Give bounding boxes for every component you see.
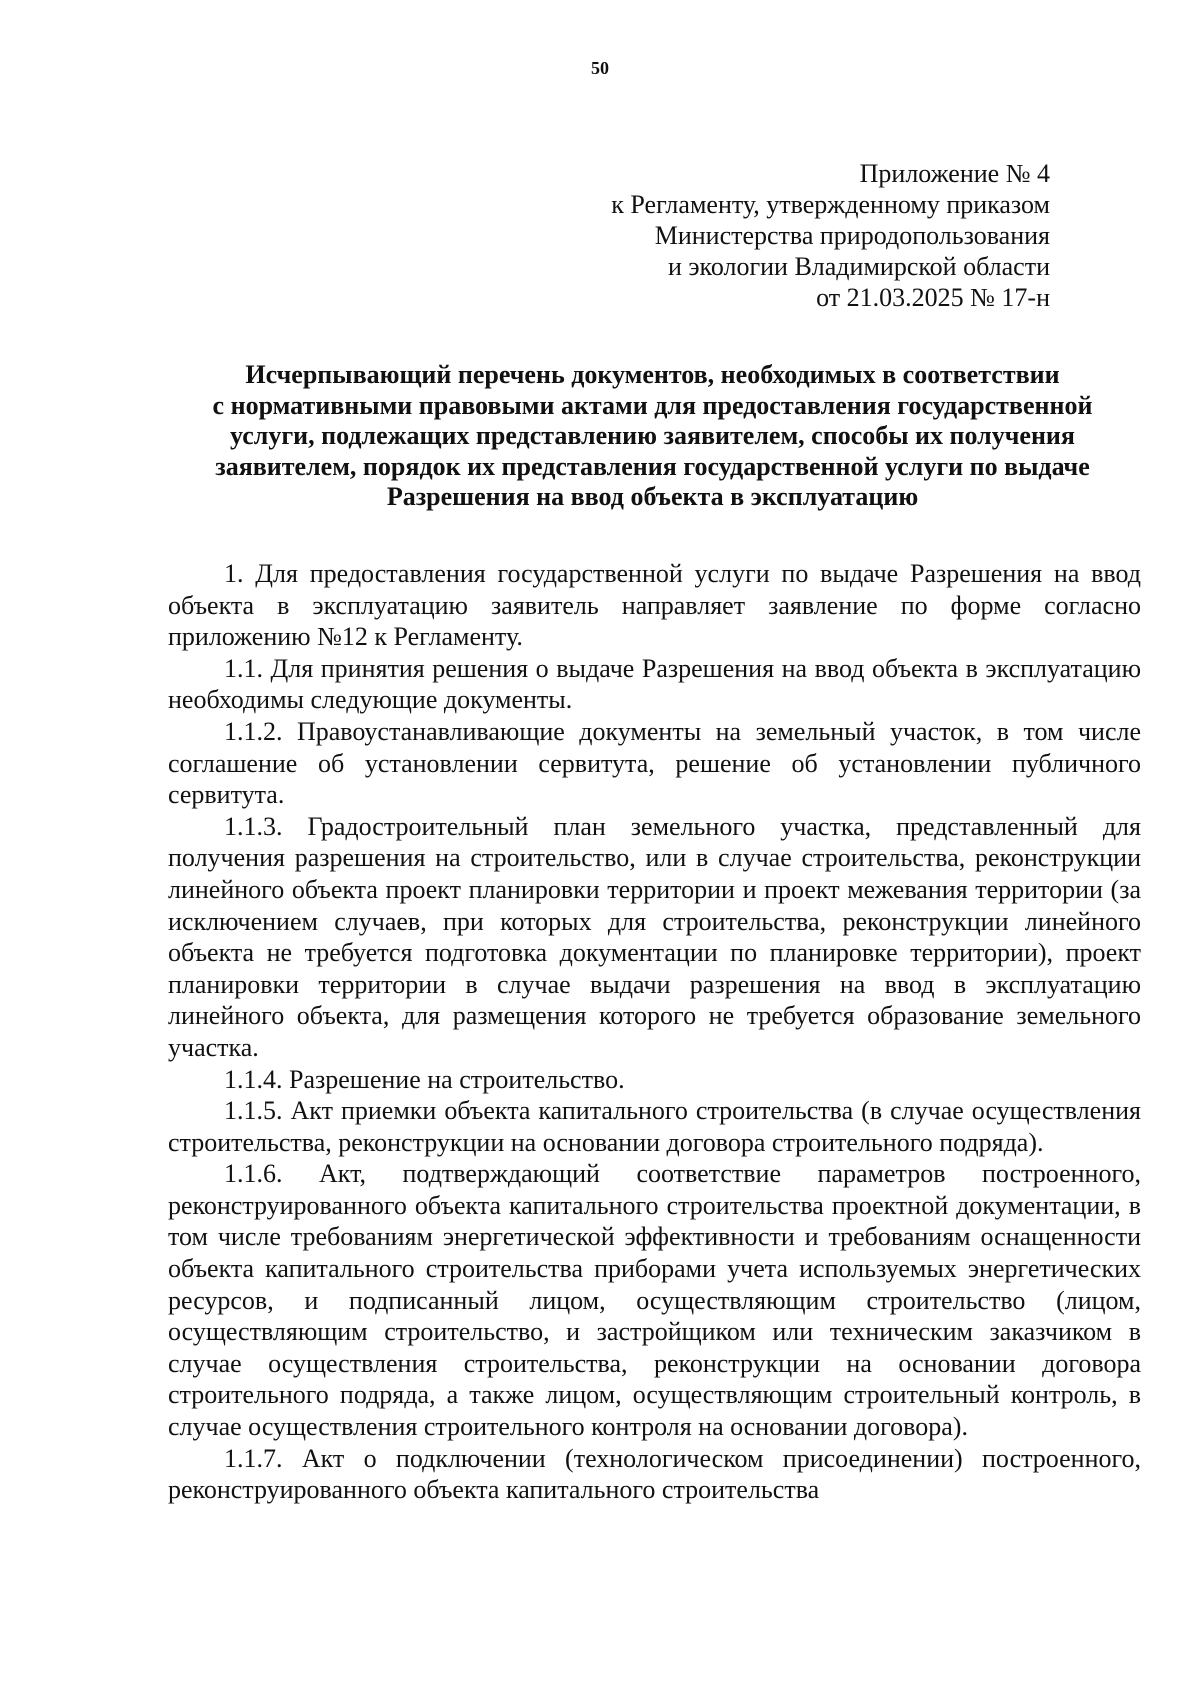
- paragraph-1-1-4: 1.1.4. Разрешение на строительство.: [224, 1064, 625, 1094]
- paragraph-1-1: 1.1. Для принятия решения о выдаче Разрешения на ввод объекта в эксплуатацию необходимы следующие документы.: [168, 653, 1141, 715]
- title-line: заявителем, порядок их представления государственной услуги по выдаче: [215, 451, 1090, 481]
- appendix-line: к Регламенту, утвержденному приказом: [611, 190, 1050, 219]
- paragraph-1-1-3: 1.1.3. Градостроительный план земельного участка, представленный для получения разрешения на строительство, или в случае строительства, реконструкции линейного объекта проект планировки территории и проект межевания территории (за исключением случаев, при которых для строительства, реконструкции линейного объекта не требуется подготовка документации по планировке территории), проект планировки территории в случае выдачи разрешения на ввод в эксплуатацию линейного объекта, для размещения которого не требуется образование земельного участка.: [168, 811, 1141, 1062]
- paragraph-1-1-2: 1.1.2. Правоустанавливающие документы на земельный участок, в том числе соглашение об установлении сервитута, решение об установлении публичного сервитута.: [168, 716, 1141, 810]
- title-line: Исчерпывающий перечень документов, необходимых в соответствии: [245, 360, 1060, 389]
- appendix-line: Министерства природопользования: [654, 221, 1050, 250]
- document-body: [168, 558, 1141, 1506]
- appendix-header: [611, 158, 1050, 313]
- title-line: Разрешения на ввод объекта в эксплуатацию: [386, 482, 919, 511]
- paragraph-1-1-5: 1.1.5. Акт приемки объекта капитального строительства (в случае осуществления строительства, реконструкции на основании договора строительного подряда).: [168, 1096, 1141, 1157]
- page-number: 50: [591, 58, 609, 78]
- appendix-line: и экологии Владимирской области: [667, 252, 1050, 281]
- title-line: с нормативными правовыми актами для предоставления государственной: [212, 390, 1093, 420]
- document-title: [165, 360, 1140, 513]
- paragraph-1-1-7: 1.1.7. Акт о подключении (технологическом присоединении) построенного, реконструированного объекта капитального строительства: [168, 1443, 1141, 1505]
- title-line: услуги, подлежащих представлению заявителем, способы их получения: [230, 421, 1075, 450]
- paragraph-1-1-6: 1.1.6. Акт, подтверждающий соответствие параметров построенного, реконструированного объекта капитального строительства проектной документации, в том числе требованиям энергетической эффективности и требованиям оснащенности объекта капитального строительства приборами учета используемых энергетических ресурсов, и подписанный лицом, осуществляющим строительство (лицом, осуществляющим строительство, и застройщиком или техническим заказчиком в случае осуществления строительства, реконструкции на основании договора строительного подряда, а также лицом, осуществляющим строительный контроль, в случае осуществления строительного контроля на основании договора).: [168, 1159, 1141, 1442]
- appendix-line: Приложение № 4: [859, 159, 1050, 188]
- appendix-line: от 21.03.2025 № 17-н: [816, 283, 1050, 312]
- paragraph-1: 1. Для предоставления государственной услуги по выдаче Разрешения на ввод объекта в эксплуатацию заявитель направляет заявление по форме согласно приложению №12 к Регламенту.: [168, 559, 1141, 652]
